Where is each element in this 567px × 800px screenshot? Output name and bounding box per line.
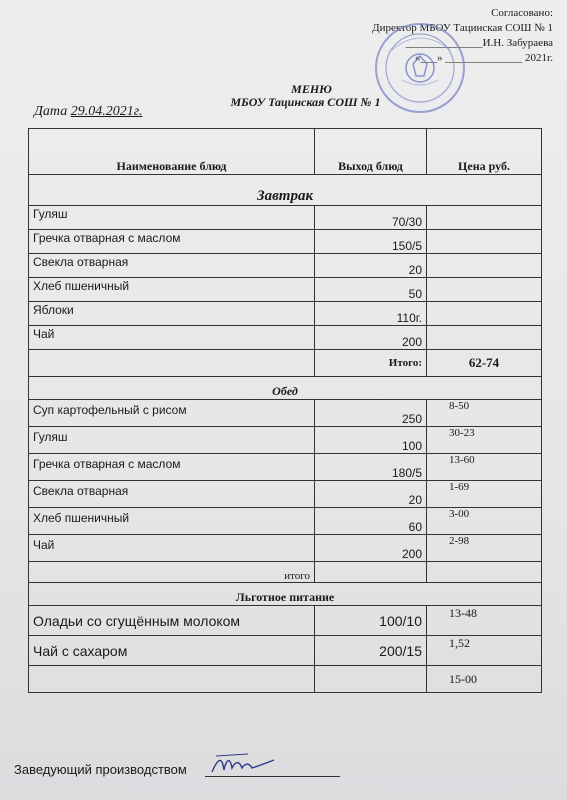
dish-name: Суп картофельный с рисом	[29, 400, 315, 427]
dish-price	[427, 278, 542, 302]
dish-name: Свекла отварная	[29, 254, 315, 278]
table-row	[29, 454, 542, 481]
dish-yield: 100	[315, 427, 427, 454]
approval-position: Директор МБОУ Тацинская СОШ № 1	[372, 22, 553, 34]
dish-price: 13-48	[427, 606, 542, 636]
col-header-price: Цена руб.	[427, 129, 542, 175]
menu-date	[34, 104, 142, 120]
dish-price	[427, 302, 542, 326]
dish-price	[427, 206, 542, 230]
dish-price: 30-23	[427, 427, 542, 454]
table-row	[29, 230, 542, 254]
dish-yield: 200/15	[315, 636, 427, 666]
dish-yield: 110г.	[315, 302, 427, 326]
table-row	[29, 508, 542, 535]
table-row	[29, 606, 542, 636]
dish-price: 3-00	[427, 508, 542, 535]
signature-icon	[208, 750, 278, 780]
manager-label: Заведующий производством	[14, 762, 187, 777]
dish-price	[427, 326, 542, 350]
table-row	[29, 636, 542, 666]
breakfast-section-row	[29, 175, 542, 206]
dish-name: Гречка отварная с маслом	[29, 454, 315, 481]
approval-signatory: ______________И.Н. Забураева	[405, 37, 553, 49]
dish-price	[427, 254, 542, 278]
dish-yield: 60	[315, 508, 427, 535]
table-row	[29, 427, 542, 454]
dish-price: 1,52	[427, 636, 542, 666]
breakfast-title: Завтрак	[29, 175, 542, 206]
table-row	[29, 254, 542, 278]
dish-yield: 250	[315, 400, 427, 427]
dish-yield: 200	[315, 326, 427, 350]
col-header-name: Наименование блюд	[29, 129, 315, 175]
menu-table	[28, 128, 542, 693]
dish-yield: 70/30	[315, 206, 427, 230]
dish-name: Хлеб пшеничный	[29, 278, 315, 302]
dish-yield: 20	[315, 481, 427, 508]
dish-yield: 180/5	[315, 454, 427, 481]
dish-price: 2-98	[427, 535, 542, 562]
date-value: 29.04.2021г.	[70, 104, 143, 119]
approval-heading: Согласовано:	[491, 7, 553, 19]
table-row	[29, 535, 542, 562]
preferential-section-row	[29, 583, 542, 606]
table-row	[29, 481, 542, 508]
empty-cell	[315, 562, 427, 583]
dish-name: Яблоки	[29, 302, 315, 326]
preferential-total-row	[29, 666, 542, 693]
approval-year: «___» ______________ 2021г.	[414, 52, 553, 64]
dish-price: 8-50	[427, 400, 542, 427]
breakfast-total-value: 62-74	[427, 350, 542, 377]
dish-yield: 200	[315, 535, 427, 562]
lunch-section-row	[29, 377, 542, 400]
table-row	[29, 326, 542, 350]
preferential-total-value: 15-00	[427, 666, 542, 693]
dish-price: 1-69	[427, 481, 542, 508]
dish-name: Гуляш	[29, 206, 315, 230]
breakfast-total-row	[29, 350, 542, 377]
empty-cell	[315, 666, 427, 693]
empty-cell	[29, 350, 315, 377]
empty-cell	[427, 562, 542, 583]
menu-title: МЕНЮ	[291, 82, 332, 96]
dish-yield: 100/10	[315, 606, 427, 636]
breakfast-total-label: Итого:	[315, 350, 427, 377]
lunch-title: Обед	[29, 377, 542, 400]
dish-name: Чай с сахаром	[29, 636, 315, 666]
dish-yield: 50	[315, 278, 427, 302]
dish-yield: 20	[315, 254, 427, 278]
dish-name: Чай	[29, 535, 315, 562]
preferential-title: Льготное питание	[29, 583, 542, 606]
dish-price	[427, 230, 542, 254]
table-row	[29, 206, 542, 230]
table-header-row	[29, 129, 542, 175]
lunch-total-row	[29, 562, 542, 583]
dish-name: Хлеб пшеничный	[29, 508, 315, 535]
table-row	[29, 302, 542, 326]
table-row	[29, 278, 542, 302]
dish-name: Чай	[29, 326, 315, 350]
dish-name: Гречка отварная с маслом	[29, 230, 315, 254]
dish-name: Оладьи со сгущённым молоком	[29, 606, 315, 636]
col-header-yield: Выход блюд	[315, 129, 427, 175]
table-row	[29, 400, 542, 427]
school-name: МБОУ Тацинская СОШ № 1	[230, 95, 381, 109]
dish-name: Свекла отварная	[29, 481, 315, 508]
dish-price: 13-60	[427, 454, 542, 481]
dish-yield: 150/5	[315, 230, 427, 254]
lunch-total-label: итого	[29, 562, 315, 583]
dish-name: Гуляш	[29, 427, 315, 454]
empty-cell	[29, 666, 315, 693]
date-label: Дата	[34, 104, 68, 119]
